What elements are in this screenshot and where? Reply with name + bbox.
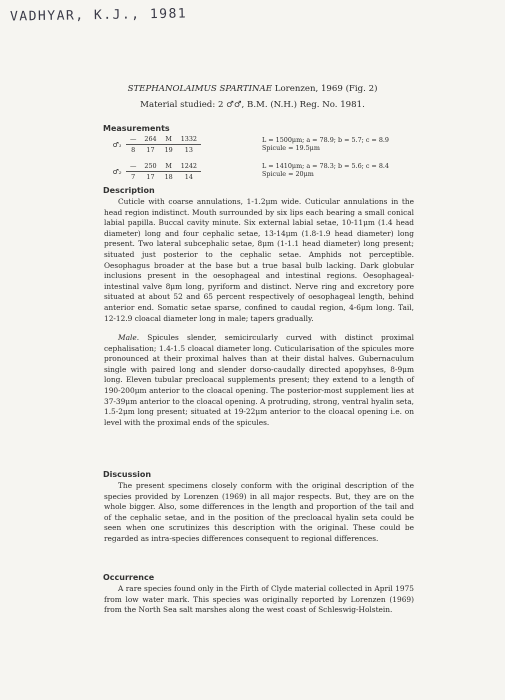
- specimen-1-formula: [262, 136, 389, 152]
- measurement-cell: 14: [184, 173, 193, 181]
- handwritten-reference-note: VADHYAR, K.J., 1981: [9, 6, 188, 25]
- description-paragraph: Cuticle with coarse annulations, 1-1.2μm wide. Cuticular annulations in the head region indistinct. Mouth surrounded by six lips each bearing a small conical labial papilla. Buccal cavity minute. Six external labial setae, 10-11μm (1.4 head diameter) long and four cephalic setae, 13-14μm (1.8-1.9 head diameter) long present. Two lateral subcephalic setae, 8μm (1-1.1 head diameter) long present; situated just posterior to the cephalic setae. Amphids not perceptible. Oesophagus broader at the base but a true basal bulb lacking. Dark globular inclusions present in the oesophageal and intestinal regions. Oesophageal-intestinal valve 8μm long, pyriform and distinct. Nerve ring and excretory pore situated at about 52 and 65 percent respectively of oesophageal length, behind anterior end. Somatic setae sparse, confined to caudal region, 4-6μm long. Tail, 12-12.9 cloacal diameter long in male; tapers gradually.: [104, 197, 414, 323]
- measurement-cell: 1332: [177, 134, 201, 145]
- male-lead: Male.: [118, 333, 140, 342]
- measurement-cell: 250: [140, 161, 160, 172]
- description-heading: Description: [103, 186, 155, 195]
- spicule-length: Spicule = 19.5μm: [262, 144, 320, 152]
- material-studied: Material studied: 2 ♂♂, B.M. (N.H.) Reg. No. 1981.: [140, 100, 365, 110]
- species-author: Lorenzen, 1969 (Fig. 2): [272, 84, 378, 94]
- male-text: Spicules slender, semicircularly curved with distinct proximal cephalisation; 1.4-1.5 cloacal diameter long. Cuticularisation of the spicules more pronounced at their proximal halves than at their distal halves. Gubernaculum single with paired long and slender dorso-caudally directed apopyhses, 8-9μm long. Eleven tubular precloacal supplements present; they extend to a length of 190-200μm anterior to the cloacal opening. The posterior-most supplement lies at 37-39μm anterior to the cloacal opening. A protruding, strong, ventral hyalin seta, 1.5-2μm long present; situated at 19-22μm anterior to the cloacal opening i.e. on level with the proximal ends of the spicules.: [104, 333, 414, 427]
- measurement-cell: 264: [140, 134, 160, 145]
- measurement-cell: 8: [131, 146, 136, 154]
- species-name: STEPHANOLAIMUS SPARTINAE: [127, 84, 273, 94]
- body-formula: L = 1500μm; a = 78.9; b = 5.7; c = 8.9: [262, 136, 389, 144]
- measurement-cell: —: [126, 134, 140, 145]
- specimen-2-formula: [262, 162, 389, 178]
- measurement-cell: 19: [164, 146, 173, 154]
- measurement-cell: 7: [131, 173, 136, 181]
- table-row: [108, 161, 201, 172]
- measurement-cell: 17: [146, 146, 155, 154]
- table-row: [108, 134, 201, 145]
- specimen-label: ♂₂: [112, 167, 122, 176]
- measurements-table: [108, 134, 201, 182]
- species-title: [0, 84, 505, 94]
- body-formula: L = 1410μm; a = 78.3; b = 5.6; c = 8.4: [262, 162, 389, 170]
- discussion-heading: Discussion: [103, 470, 152, 479]
- measurement-cell: 1242: [177, 161, 201, 172]
- specimen-label: ♂₁: [112, 140, 122, 149]
- discussion-paragraph: The present specimens closely conform with the original description of the species provided by Lorenzen (1969) in all major respects. But, they are on the whole bigger. Also, some differences in the length and proportion of the tail and of the cephalic setae, and in the position of the precloacal hyalin seta could be seen when one scrutinizes this description with the original. These could be regarded as intra-species differences consequent to regional differences.: [104, 481, 414, 543]
- spicule-length: Spicule = 20μm: [262, 170, 314, 178]
- measurements-heading: Measurements: [103, 124, 170, 133]
- measurement-cell: M: [161, 161, 177, 172]
- occurrence-paragraph: A rare species found only in the Firth of Clyde material collected in April 1975 from low water mark. This species was originally reported by Lorenzen (1969) from the North Sea salt marshes along the west coast of Schleswig-Holstein.: [104, 584, 414, 615]
- measurement-cell: 17: [146, 173, 155, 181]
- occurrence-heading: Occurrence: [103, 573, 155, 582]
- measurement-cell: —: [126, 161, 140, 172]
- measurement-cell: 13: [184, 146, 193, 154]
- male-description-paragraph: [104, 333, 414, 428]
- measurement-cell: 18: [164, 173, 173, 181]
- measurement-cell: M: [161, 134, 177, 145]
